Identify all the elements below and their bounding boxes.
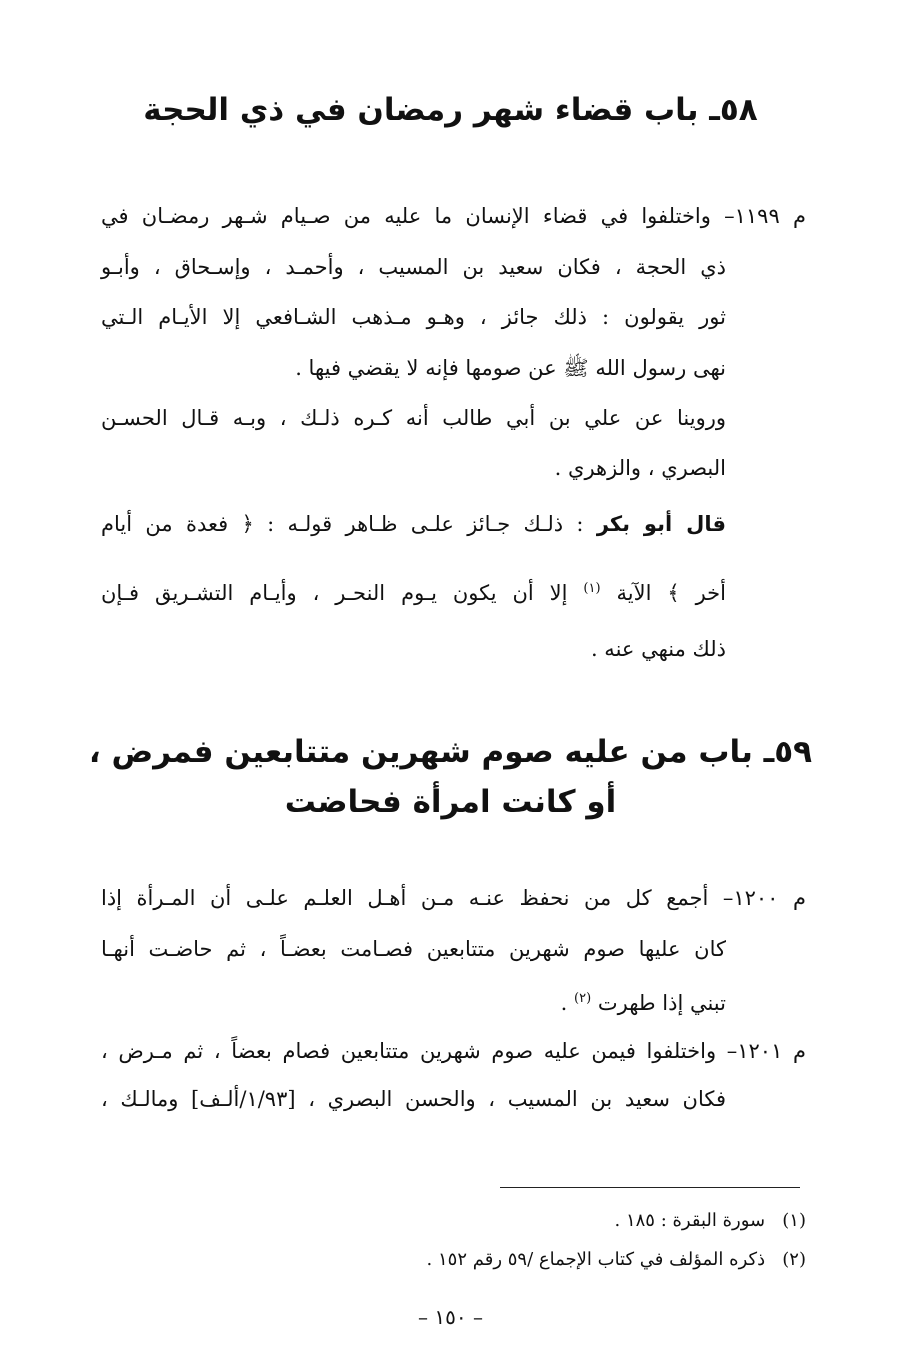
chapter-59-heading-line-2: أو كانت امرأة فحاضت — [284, 784, 617, 820]
narration-line-2: البصري ، والزهري . — [554, 456, 726, 480]
speaker-label: قال أبو بكر — [596, 512, 726, 536]
footnote-1-marker: (١) — [782, 1210, 806, 1231]
footnote-ref-1: (١) — [583, 581, 601, 596]
abu-bakr-statement-line-2 — [101, 573, 726, 609]
entry-1201-line-2: فكان سعيد بن المسيب ، والحسن البصري ، [١/٩٣/ألـف] ومالـك ، — [101, 1087, 726, 1111]
entry-1200-line-3 — [101, 983, 726, 1019]
footnote-2-text: ذكره المؤلف في كتاب الإجماع /٥٩ رقم ١٥٢ . — [426, 1249, 766, 1270]
chapter-59-heading — [60, 727, 841, 827]
entry-1199-line-1: م ١١٩٩– واختلفوا في قضاء الإنسان ما عليه من صـيام شـهر رمضـان في — [101, 204, 806, 228]
entry-1199-line-2: ذي الحجة ، فكان سعيد بن المسيب ، وأحمـد ، وإسـحاق ، وأبـو — [101, 255, 726, 279]
entry-1199-line-3: ثور يقولون : ذلك جائز ، وهـو مـذهب الشـافعي إلا الأيـام الـتي — [101, 305, 726, 329]
chapter-58-heading: ٥٨ـ باب قضاء شهر رمضان في ذي الحجة — [143, 92, 758, 128]
statement-text: : ذلـك جـائز علـى ظـاهر قولـه : ﴿ فعدة من أيام — [101, 512, 584, 536]
abu-bakr-statement-line-1 — [101, 508, 726, 540]
footnote-1-text: سورة البقرة : ١٨٥ . — [614, 1210, 766, 1231]
entry-1200-line-3-text: تبني إذا طهرت — [597, 991, 726, 1015]
statement-continuation: إلا أن يكون يـوم النحـر ، وأيـام التشـريق فـإن — [101, 581, 568, 605]
page-number: – ١٥٠ – — [418, 1305, 483, 1329]
footnote-2-marker: (٢) — [782, 1249, 806, 1270]
entry-1200-line-1: م ١٢٠٠– أجمع كل من نحفظ عنـه مـن أهـل العلـم علـى أن المـرأة إذا — [101, 886, 806, 910]
quran-quote-end: أخر ﴾ الآية — [616, 581, 726, 605]
abu-bakr-statement-line-3: ذلك منهي عنه . — [590, 637, 726, 661]
chapter-59-heading-line-1: ٥٩ـ باب من عليه صوم شهرين متتابعين فمرض ، — [88, 734, 813, 770]
entry-1200-line-2: كان عليها صوم شهرين متتابعين فصـامت بعضـاً ، ثم حاضـت أنهـا — [101, 937, 726, 961]
footnote-separator — [500, 1187, 800, 1188]
entry-1200-line-3-end: . — [560, 991, 568, 1015]
footnote-1 — [206, 1208, 806, 1234]
narration-line-1: وروينا عن علي بن أبي طالب أنه كـره ذلـك ، وبـه قـال الحسـن — [101, 406, 726, 430]
entry-1201-line-1: م ١٢٠١– واختلفوا فيمن عليه صوم شهرين متتابعين فصام بعضاً ، ثم مـرض ، — [101, 1039, 806, 1063]
footnote-2 — [206, 1247, 806, 1273]
entry-1199-line-4: نهى رسول الله ﷺ عن صومها فإنه لا يقضي فيها . — [295, 356, 726, 380]
footnote-ref-2: (٢) — [574, 991, 592, 1006]
